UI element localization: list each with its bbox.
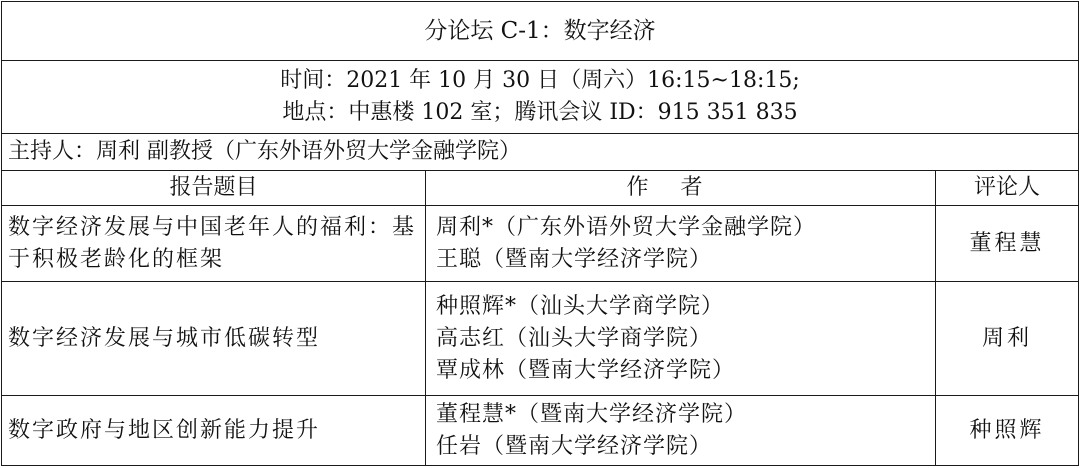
talk-authors: [426, 396, 936, 466]
talk-topic: 数字经济发展与城市低碳转型: [2, 282, 426, 396]
table-row: [2, 396, 1079, 466]
header-topic: 报告题目: [2, 171, 426, 206]
host-row: [2, 134, 1079, 171]
talk-authors: [426, 282, 936, 396]
table-row: [2, 282, 1079, 396]
author-entry: 王聪（暨南大学经济学院）: [436, 246, 713, 272]
forum-title: 分论坛 C-1：数字经济: [2, 2, 1079, 61]
title-row: [2, 2, 1079, 61]
author-entry: 董程慧*（暨南大学经济学院）: [436, 401, 748, 427]
table-row: [2, 206, 1079, 282]
talk-authors: [426, 206, 936, 282]
author-entry: 高志红（汕头大学商学院）: [436, 325, 713, 351]
talk-topic: 数字经济发展与中国老年人的福利：基于积极老龄化的框架: [2, 206, 426, 282]
author-entry: 覃成林（暨南大学经济学院）: [436, 357, 736, 383]
header-reviewer: 评论人: [936, 171, 1079, 206]
forum-schedule-page: [0, 1, 1080, 468]
header-row: [2, 171, 1079, 206]
forum-schedule-table: [1, 1, 1079, 466]
author-entry: 种照辉*（汕头大学商学院）: [436, 293, 725, 319]
talk-topic: 数字政府与地区创新能力提升: [2, 396, 426, 466]
talk-reviewer: 种照辉: [936, 396, 1079, 466]
header-author: 作者: [426, 171, 936, 206]
info-row: [2, 61, 1079, 134]
session-time: 时间：2021 年 10 月 30 日（周六）16:15~18:15;: [280, 68, 800, 93]
talk-reviewer: 董程慧: [936, 206, 1079, 282]
author-entry: 任岩（暨南大学经济学院）: [436, 433, 713, 459]
session-place: 地点：中惠楼 102 室；腾讯会议 ID：915 351 835: [282, 100, 798, 125]
author-entry: 周利*（广东外语外贸大学金融学院）: [436, 214, 817, 240]
session-host: 主持人：周利 副教授（广东外语外贸大学金融学院）: [2, 134, 1079, 171]
session-info: [2, 61, 1079, 134]
talk-reviewer: 周利: [936, 282, 1079, 396]
